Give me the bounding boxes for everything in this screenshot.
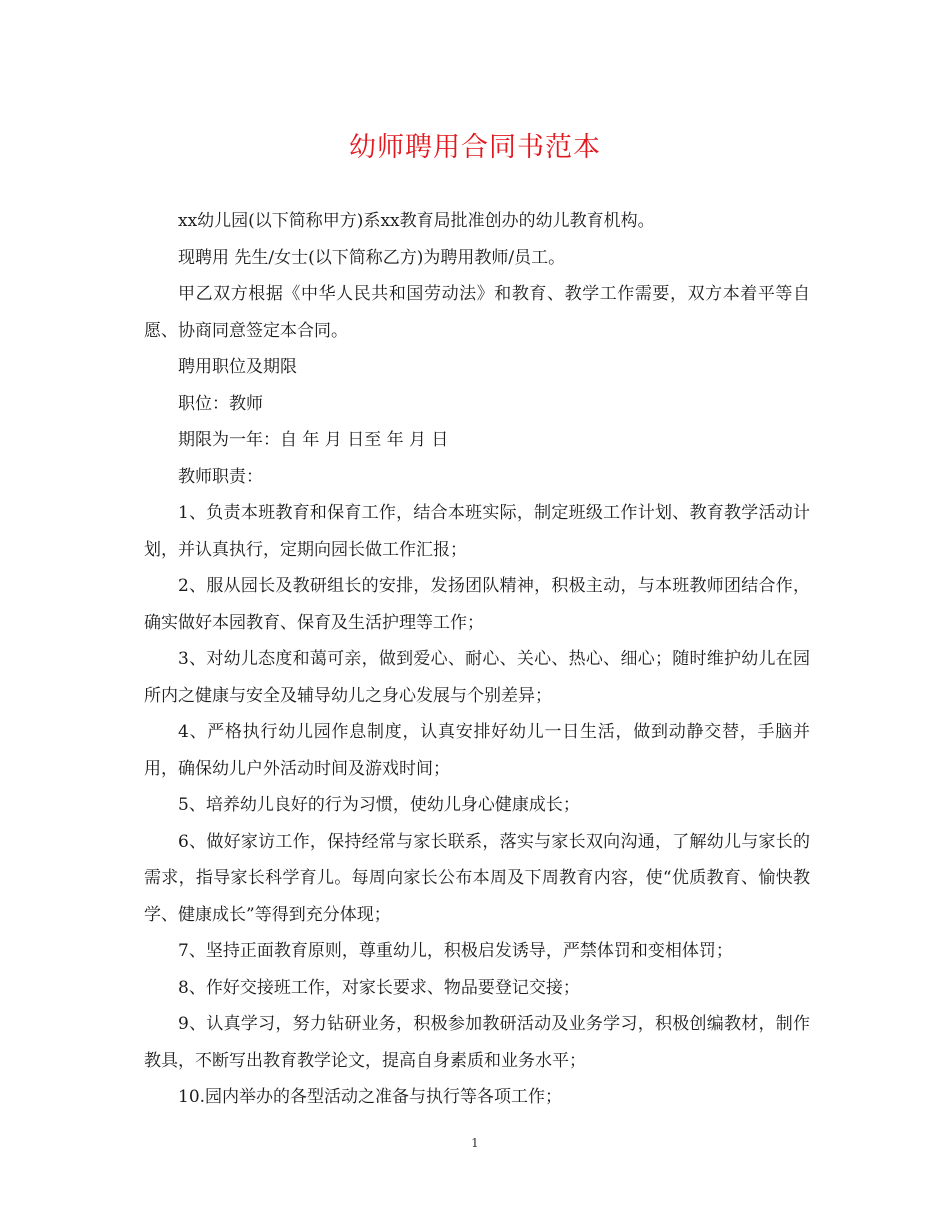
section-heading-duties: 教师职责： xyxy=(178,466,263,487)
duty-item-4: 4、严格执行幼儿园作息制度，认真安排好幼儿一日生活，做到动静交替，手脑并用，确保幼儿户外活动时间及游戏时间； xyxy=(144,722,810,779)
paragraph-hire-statement: 现聘用 先生/女士(以下简称乙方)为聘用教师/员工。 xyxy=(178,247,566,268)
paragraph-term: 期限为一年：自 年 月 日至 年 月 日 xyxy=(178,430,449,450)
duty-item-9: 9、认真学习，努力钻研业务，积极参加教研活动及业务学习，积极创编教材，制作教具，不断写出教育教学论文，提高自身素质和业务水平； xyxy=(144,1014,810,1071)
duty-item-3: 3、对幼儿态度和蔼可亲，做到爱心、耐心、关心、热心、细心；随时维护幼儿在园所内之健康与安全及辅导幼儿之身心发展与个别差异； xyxy=(144,649,810,706)
duty-item-6: 6、做好家访工作，保持经常与家长联系，落实与家长双向沟通，了解幼儿与家长的需求，指导家长科学育儿。每周向家长公布本周及下周教育内容，使“优质教育、愉快教学、健康成长”等得到充分体现； xyxy=(144,831,810,925)
duty-item-8: 8、作好交接班工作，对家长要求、物品要登记交接； xyxy=(178,977,580,998)
document-title: 幼师聘用合同书范本 xyxy=(349,132,601,163)
section-heading-position-term: 聘用职位及期限 xyxy=(178,357,297,377)
duty-item-1: 1、负责本班教育和保育工作，结合本班实际，制定班级工作计划、教育教学活动计划，并认真执行，定期向园长做工作汇报； xyxy=(144,503,810,560)
paragraph-intro-kindergarten: xx幼儿园(以下简称甲方)系xx教育局批准创办的幼儿教育机构。 xyxy=(178,211,655,231)
paragraph-legal-basis: 甲乙双方根据《中华人民共和国劳动法》和教育、教学工作需要，双方本着平等自愿、协商同意签定本合同。 xyxy=(144,284,810,341)
duty-item-7: 7、坚持正面教育原则，尊重幼儿，积极启发诱导，严禁体罚和变相体罚； xyxy=(178,941,733,961)
document-body xyxy=(144,203,810,1116)
page-number: 1 xyxy=(471,1136,479,1150)
paragraph-position: 职位：教师 xyxy=(178,393,263,414)
duty-item-5: 5、培养幼儿良好的行为习惯，使幼儿身心健康成长； xyxy=(178,795,580,815)
duty-item-2: 2、服从园长及教研组长的安排，发扬团队精神，积极主动，与本班教师团结合作，确实做好本园教育、保育及生活护理等工作； xyxy=(144,576,810,633)
duty-item-10: 10.园内举办的各型活动之准备与执行等各项工作； xyxy=(178,1087,563,1107)
